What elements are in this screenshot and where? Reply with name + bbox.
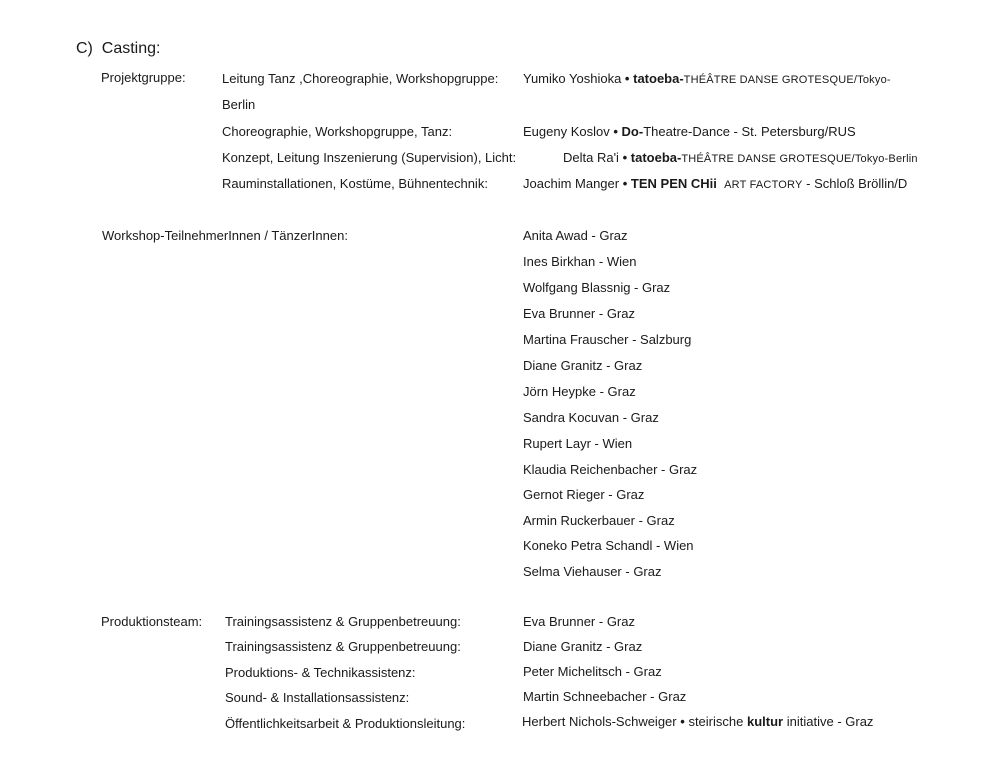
organization-name: ART FACTORY <box>724 179 803 191</box>
participant-item: Jörn Heypke - Graz <box>523 384 636 399</box>
participant-item: Rupert Layr - Wien <box>523 436 633 451</box>
organization-prefix: steirische <box>688 714 744 729</box>
bullet-separator: • <box>624 71 630 86</box>
projekt-role: Leitung Tanz ,Choreographie, Workshopgruppe: <box>222 71 499 86</box>
produktion-label: Produktionsteam: <box>101 614 203 629</box>
participant-item: Gernot Rieger - Graz <box>523 487 645 502</box>
produktion-role: Produktions- & Technikassistenz: <box>225 665 416 680</box>
workshop-label: Workshop-TeilnehmerInnen / TänzerInnen: <box>102 228 348 243</box>
section-heading <box>76 40 160 58</box>
produktion-name: Peter Michelitsch - Graz <box>523 664 662 679</box>
projekt-role: Rauminstallationen, Kostüme, Bühnentechnik: <box>222 176 488 191</box>
participant-item: Anita Awad - Graz <box>523 228 628 243</box>
produktion-name: Diane Granitz - Graz <box>523 639 643 654</box>
projektgruppe-label: Projektgruppe: <box>101 70 186 85</box>
produktion-name: Martin Schneebacher - Graz <box>523 689 687 704</box>
member-name: Herbert Nichols-Schweiger <box>522 714 677 729</box>
group-name: tatoeba- <box>633 71 684 86</box>
organization-name: THÉÂTRE DANSE GROTESQUE/Tokyo-Berlin <box>681 153 918 165</box>
group-name: Do- <box>621 124 644 139</box>
organization-suffix: initiative - Graz <box>786 714 874 729</box>
participant-item: Koneko Petra Schandl - Wien <box>523 538 694 553</box>
bullet-separator: • <box>680 714 685 729</box>
member-name: Delta Ra'i <box>563 150 619 165</box>
section-letter: C) <box>76 40 93 57</box>
section-title: Casting: <box>101 40 161 57</box>
participant-item: Sandra Kocuvan - Graz <box>523 410 659 425</box>
produktion-credit <box>522 714 873 729</box>
member-name: Eugeny Koslov <box>523 124 610 139</box>
bullet-separator: • <box>622 150 628 165</box>
participant-item: Wolfgang Blassnig - Graz <box>523 280 671 295</box>
participant-item: Diane Granitz - Graz <box>523 358 643 373</box>
projekt-role-continuation: Berlin <box>222 97 256 112</box>
projekt-credit <box>523 71 891 86</box>
projekt-credit <box>563 150 918 165</box>
organization-name: THÉÂTRE DANSE GROTESQUE/Tokyo- <box>683 74 891 86</box>
produktion-name: Eva Brunner - Graz <box>523 614 635 629</box>
projekt-credit <box>523 124 856 139</box>
projekt-role: Choreographie, Workshopgruppe, Tanz: <box>222 124 453 139</box>
group-name: tatoeba- <box>630 150 682 165</box>
participant-item: Martina Frauscher - Salzburg <box>523 332 692 347</box>
projekt-role: Konzept, Leitung Inszenierung (Supervision), Licht: <box>222 150 517 165</box>
member-name: Yumiko Yoshioka <box>523 71 622 86</box>
group-name: TEN PEN CHii <box>630 176 717 191</box>
organization-location: - Schloß Bröllin/D <box>806 176 908 191</box>
produktion-role: Trainingsassistenz & Gruppenbetreuung: <box>225 614 461 629</box>
member-name: Joachim Manger <box>523 176 620 191</box>
organization-name: Theatre-Dance - St. Petersburg/RUS <box>643 124 856 139</box>
produktion-role: Öffentlichkeitsarbeit & Produktionsleitung: <box>225 716 466 731</box>
participant-item: Klaudia Reichenbacher - Graz <box>523 462 698 477</box>
bullet-separator: • <box>613 124 618 139</box>
produktion-role: Sound- & Installationsassistenz: <box>225 690 410 705</box>
participant-item: Selma Viehauser - Graz <box>523 564 662 579</box>
projekt-credit <box>523 176 907 191</box>
bullet-separator: • <box>622 176 628 191</box>
produktion-role: Trainingsassistenz & Gruppenbetreuung: <box>225 639 461 654</box>
participant-item: Eva Brunner - Graz <box>523 306 635 321</box>
participant-item: Armin Ruckerbauer - Graz <box>523 513 675 528</box>
organization-emphasis: kultur <box>746 714 784 729</box>
participant-item: Ines Birkhan - Wien <box>523 254 637 269</box>
